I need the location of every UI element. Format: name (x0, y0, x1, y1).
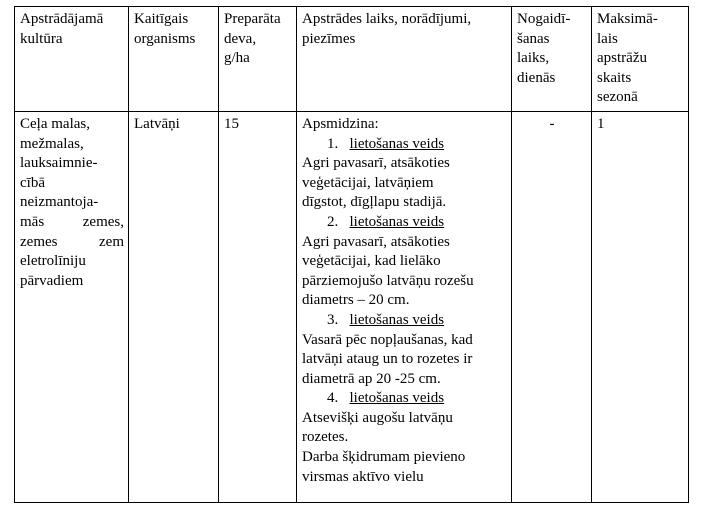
cell-max: 1 (592, 111, 689, 502)
plant-protection-table (14, 6, 689, 503)
intro-text: Apsmidzina: (302, 115, 379, 132)
header-organism: Kaitīgais organisms (129, 7, 219, 112)
table-row (15, 111, 689, 502)
mode-heading-1: 1. lietošanas veids (327, 135, 445, 152)
mode-heading-4: 4. lietošanas veids (327, 390, 445, 407)
header-time: Apstrādes laiks, norādījumi, piezīmes (297, 7, 512, 112)
header-culture: Apstrādājamā kultūra (15, 7, 129, 112)
header-max: Maksimā- lais apstrāžu skaits sezonā (592, 7, 689, 112)
header-row (15, 7, 689, 112)
mode-heading-3: 3. lietošanas veids (327, 311, 445, 328)
cell-waiting: - (512, 111, 592, 502)
cell-dose: 15 (219, 111, 297, 502)
cell-organism: Latvāņi (129, 111, 219, 502)
header-dose: Preparāta deva, g/ha (219, 7, 297, 112)
note-text: Darba šķidrumam pievieno (302, 449, 466, 466)
mode-heading-2: 2. lietošanas veids (327, 213, 445, 230)
cell-culture: Ceļa malas, mežmalas, lauksaimnie- cībā neizmantoja- mās zemes, zemes zem eletrolīniju pārvadiem (15, 111, 129, 502)
cell-time: Apsmidzina: 1. lietošanas veids Agri pavasarī, atsākoties veģetācijai, latvāņiem dīgstot, dīgļlapu stadijā. 2. lietošanas veids Agri pavasarī, atsākoties veģetācijai, kad lielāko pārziemojušo latvāņu rozešu diametrs – 20 cm. 3. lietošanas veids Vasarā pēc nopļaušanas, kad latvāņi ataug un to rozetes ir diametrā ap 20 -25 cm. 4. lietošanas veids Atsevišķi augošu latvāņu rozetes. Darba šķidrumam pievieno virsmas aktīvo vielu (297, 111, 512, 502)
header-waiting: Nogaidī- šanas laiks, dienās (512, 7, 592, 112)
